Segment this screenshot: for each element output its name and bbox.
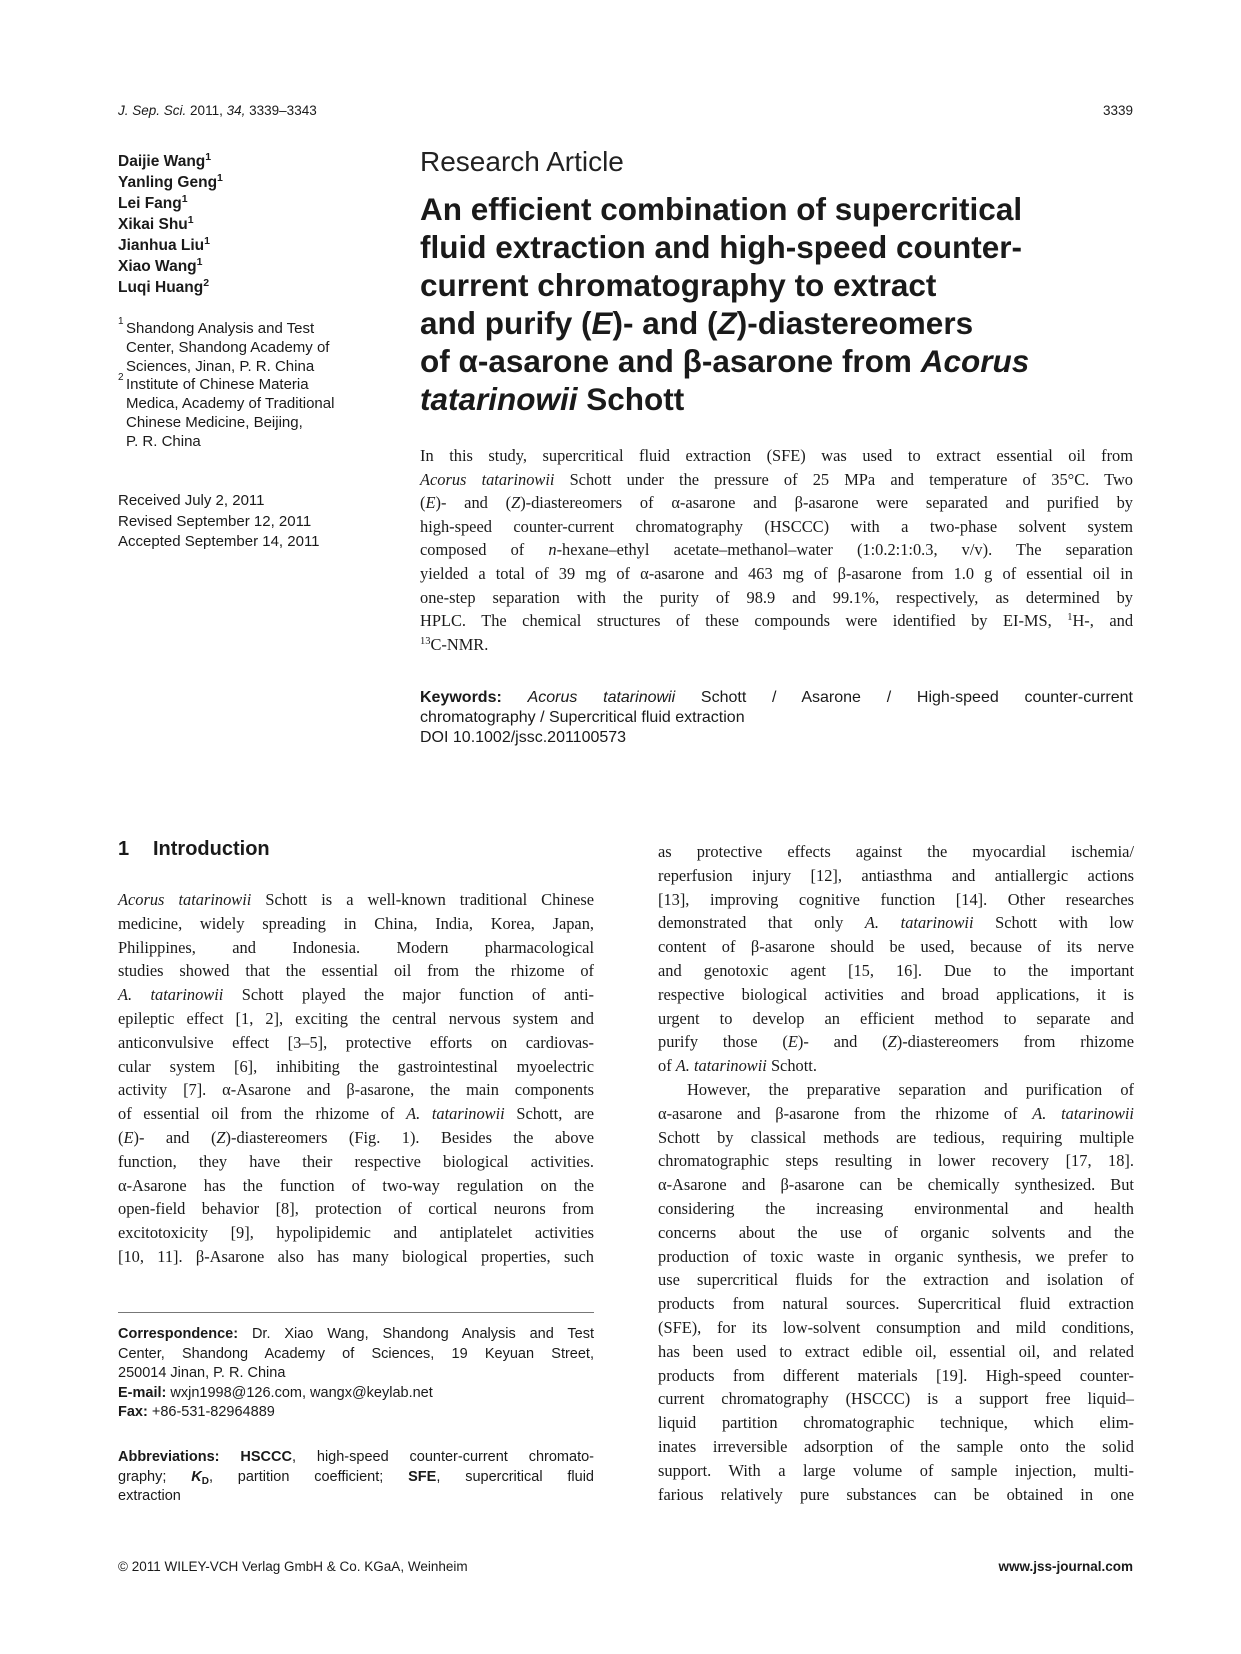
- body-text: function, they have their respective biological activities.: [118, 1151, 594, 1171]
- journal-citation: [118, 103, 317, 118]
- title-italic: E: [591, 305, 613, 341]
- abstract-text: H-, and: [1072, 611, 1134, 631]
- body-text: purify those (: [658, 1032, 788, 1052]
- body-line: [658, 1030, 1134, 1054]
- body-text: chromatographic steps resulting in lower recovery [17, 18].: [658, 1151, 1134, 1171]
- body-line: [658, 840, 1134, 864]
- body-text: current chromatography (HSCCC) is a support free liquid–: [658, 1389, 1134, 1409]
- body-text: However, the preparative separation and purification of: [687, 1079, 1134, 1099]
- body-text: products from natural sources. Supercritical fluid extraction: [658, 1294, 1134, 1314]
- keywords-label: Keywords:: [420, 689, 502, 706]
- title-text: of α-asarone and β-asarone from: [420, 343, 921, 379]
- author-affiliation-mark: 1: [204, 235, 210, 247]
- affiliation-line: P. R. China: [126, 432, 201, 450]
- affiliation: [118, 372, 388, 451]
- body-text: (SFE), for its low-solvent consumption and mild conditions,: [658, 1317, 1134, 1337]
- body-italic: A. tatarinowii: [118, 985, 224, 1005]
- keyword-text: Schott / Asarone / High-speed counter-current: [675, 689, 1133, 706]
- body-text: )- and (: [797, 1032, 888, 1052]
- body-text: medicine, widely spreading in China, India, Korea, Japan,: [118, 913, 594, 933]
- body-italic: Z: [887, 1032, 897, 1052]
- body-line: [658, 1102, 1134, 1126]
- author: [118, 277, 368, 298]
- body-line: [658, 888, 1134, 912]
- journal-volume: 34,: [226, 103, 246, 118]
- body-text: α-Asarone has the function of two-way regulation on the: [118, 1175, 594, 1195]
- revised-date: Revised September 12, 2011: [118, 512, 312, 530]
- title-text: and purify (: [420, 305, 592, 341]
- body-italic: A. tatarinowii: [864, 913, 974, 933]
- abstract-line: [420, 468, 1133, 492]
- body-text: anticonvulsive effect [3–5], protective efforts on cardiovas-: [118, 1032, 594, 1052]
- title-text: )-diastereomers: [736, 305, 974, 341]
- author-affiliation-mark: 1: [217, 172, 223, 184]
- email-label: E-mail:: [118, 1384, 167, 1401]
- body-line: [118, 1150, 594, 1174]
- abstract-text: )- and (: [435, 493, 512, 513]
- affiliation-line: Sciences, Jinan, P. R. China: [126, 357, 315, 375]
- section-heading: [118, 838, 270, 861]
- abstract-line: [420, 633, 1133, 657]
- journal-name: J. Sep. Sci.: [118, 103, 187, 118]
- author-name: Xikai Shu: [118, 216, 188, 233]
- body-text: Schott by classical methods are tedious, requiring multiple: [658, 1127, 1134, 1147]
- correspondence-label: Correspondence:: [118, 1326, 239, 1342]
- title-italic: tatarinowii: [420, 381, 578, 417]
- running-head: [118, 103, 1133, 123]
- journal-pages: 3339–3343: [249, 103, 317, 118]
- correspondence-text: Dr. Xiao Wang, Shandong Analysis and Test: [238, 1326, 594, 1342]
- abbreviations: [118, 1448, 594, 1507]
- body-line: [118, 983, 594, 1007]
- abstract-italic: E: [425, 493, 436, 513]
- body-line: [118, 888, 594, 912]
- email-address: wxjn1998@126.com, wangx@keylab.net: [166, 1384, 433, 1401]
- author-affiliation-mark: 1: [196, 256, 203, 268]
- body-line: [658, 1268, 1134, 1292]
- abbreviation-subscript: D: [201, 1475, 209, 1487]
- body-line: [658, 1364, 1134, 1388]
- body-text: products from different materials [19]. High-speed counter-: [658, 1365, 1134, 1385]
- body-line: [658, 935, 1134, 959]
- title-text: )- and (: [612, 305, 718, 341]
- abstract-line: one-step separation with the purity of 98.9 and 99.1%, respectively, as determined by: [420, 587, 1133, 607]
- body-line: [658, 1483, 1134, 1507]
- abstract-text: -hexane–ethyl acetate–methanol–water (1:0.2:1:0.3, v/v). The separation: [556, 540, 1134, 560]
- title-line: An efficient combination of supercritical: [420, 191, 1023, 227]
- abbreviations-line: [118, 1448, 594, 1468]
- abstract-line: [420, 609, 1133, 633]
- author-list: [118, 151, 368, 298]
- body-text: (: [118, 1127, 124, 1147]
- body-text: inates irreversible adsorption of the sample onto the solid: [658, 1436, 1134, 1456]
- body-column-right: [658, 840, 1134, 1506]
- affiliation-line: Shandong Analysis and Test: [126, 320, 315, 337]
- body-text: liquid partition chromatographic technique, which elim-: [658, 1413, 1134, 1433]
- abbreviations-line: extraction: [118, 1488, 181, 1504]
- body-text: farious relatively pure substances can be obtained in one: [658, 1484, 1134, 1504]
- body-text: use supercritical fluids for the extraction and isolation of: [658, 1270, 1134, 1290]
- author-name: Yanling Geng: [118, 174, 218, 191]
- body-line: [658, 1126, 1134, 1150]
- body-line: [118, 1245, 594, 1269]
- body-text: support. With a large volume of sample injection, multi-: [658, 1460, 1134, 1480]
- body-text: as protective effects against the myocardial ischemia/: [658, 842, 1134, 861]
- body-line: [658, 1316, 1134, 1340]
- author: [118, 256, 368, 277]
- body-text: respective biological activities and broad applications, it is: [658, 984, 1134, 1004]
- title-italic: Acorus: [920, 343, 1030, 379]
- body-line: [658, 1245, 1134, 1269]
- abstract-text: composed of: [420, 540, 549, 560]
- correspondence: [118, 1325, 594, 1423]
- journal-year: 2011,: [190, 103, 223, 118]
- body-text: Schott.: [766, 1056, 817, 1076]
- body-line: [658, 1007, 1134, 1031]
- body-text: Schott, are: [504, 1104, 594, 1124]
- body-line: [118, 1007, 594, 1031]
- body-text: α-Asarone and β-asarone can be chemically synthesized. But: [658, 1175, 1134, 1195]
- body-text: )- and (: [133, 1127, 217, 1147]
- affiliation-number: 2: [118, 372, 124, 384]
- body-line: [118, 1126, 594, 1150]
- abbreviation-term: SFE: [408, 1468, 437, 1485]
- body-line: [118, 1078, 594, 1102]
- body-text: open-field behavior [8], protection of cortical neurons from: [118, 1199, 594, 1219]
- title-text: Schott: [577, 381, 685, 417]
- affiliation-line: Center, Shandong Academy of: [126, 338, 330, 356]
- body-line: [118, 912, 594, 936]
- body-line: [658, 1435, 1134, 1459]
- body-italic: Z: [216, 1127, 226, 1147]
- body-italic: A. tatarinowii: [406, 1104, 505, 1124]
- page-number: 3339: [1102, 103, 1133, 118]
- title-line: fluid extraction and high-speed counter-: [420, 229, 1023, 265]
- keyword-italic: Acorus tatarinowii: [527, 689, 676, 706]
- body-text: α-asarone and β-asarone from the rhizome of: [658, 1103, 1033, 1123]
- abstract-line: In this study, supercritical fluid extraction (SFE) was used to extract essential oil from: [420, 446, 1133, 465]
- abstract-line: high-speed counter-current chromatography (HSCCC) with a two-phase solvent system: [420, 516, 1133, 536]
- body-text: activity [7]. α-Asarone and β-asarone, the main components: [118, 1080, 594, 1100]
- body-line: [658, 1411, 1134, 1435]
- abstract-text: (: [420, 493, 426, 513]
- page-footer: [118, 1559, 1133, 1579]
- body-text: Schott with low: [973, 913, 1135, 933]
- body-text: production of toxic waste in organic synthesis, we prefer to: [658, 1246, 1134, 1266]
- abstract-superscript: 13: [420, 635, 431, 647]
- author-affiliation-mark: 1: [187, 214, 194, 226]
- abbreviations-line: [118, 1468, 594, 1488]
- correspondence-line: 250014 Jinan, P. R. China: [118, 1365, 286, 1381]
- footnote-divider: [118, 1312, 594, 1313]
- body-line: [658, 1340, 1134, 1364]
- body-line: [658, 1459, 1134, 1483]
- body-text: cular system [6], inhibiting the gastrointestinal myoelectric: [118, 1056, 594, 1076]
- author: [118, 172, 368, 193]
- abstract-text: Schott under the pressure of 25 MPa and temperature of 35°C. Two: [554, 469, 1133, 489]
- abstract-text: HPLC. The chemical structures of these compounds were identified by EI-MS,: [420, 611, 1068, 631]
- body-text: and genotoxic agent [15, 16]. Due to the important: [658, 960, 1134, 980]
- body-text: content of β-asarone should be used, because of its nerve: [658, 937, 1134, 957]
- body-text: excitotoxicity [9], hypolipidemic and antiplatelet activities: [118, 1223, 594, 1243]
- abstract: [420, 444, 1133, 656]
- body-line: [658, 1387, 1134, 1411]
- body-text: Philippines, and Indonesia. Modern pharmacological: [118, 937, 594, 957]
- body-line: [118, 1102, 594, 1126]
- abbreviation-definition: , partition coefficient;: [208, 1468, 384, 1485]
- author-name: Xiao Wang: [118, 258, 197, 275]
- abbreviation-definition: , supercritical fluid: [436, 1468, 594, 1485]
- correspondence-line: [118, 1325, 594, 1345]
- correspondence-fax: [118, 1403, 594, 1423]
- abstract-text: C-NMR.: [430, 634, 489, 654]
- author-name: Jianhua Liu: [118, 237, 205, 254]
- body-line: [118, 1031, 594, 1055]
- body-line: [658, 959, 1134, 983]
- body-text: )-diastereomers from rhizome: [896, 1032, 1134, 1052]
- author: [118, 193, 368, 214]
- body-text: of essential oil from the rhizome of: [118, 1104, 407, 1124]
- body-line: [118, 936, 594, 960]
- doi: DOI 10.1002/jssc.201100573: [420, 729, 627, 746]
- section-number: 1: [118, 838, 130, 860]
- abstract-italic: Acorus tatarinowii: [420, 469, 555, 489]
- title-line: [420, 304, 1140, 342]
- title-line: [420, 380, 1140, 418]
- body-text: )-diastereomers (Fig. 1). Besides the above: [225, 1127, 594, 1147]
- body-italic: A. tatarinowii: [1032, 1103, 1134, 1123]
- body-text: of: [658, 1056, 676, 1076]
- keywords-line: chromatography / Supercritical fluid extraction: [420, 709, 745, 726]
- affiliation-line: Chinese Medicine, Beijing,: [126, 413, 303, 431]
- abstract-text: )-diastereomers of α-asarone and β-asarone were separated and purified by: [520, 493, 1133, 513]
- fax-label: Fax:: [118, 1404, 148, 1420]
- section-title: Introduction: [153, 838, 270, 860]
- abstract-italic: Z: [511, 493, 521, 513]
- body-italic: A. tatarinowii: [675, 1056, 767, 1076]
- keywords-line: [420, 688, 1133, 708]
- body-text: [10, 11]. β-Asarone also has many biological properties, such: [118, 1246, 594, 1266]
- article-title: [420, 190, 1140, 418]
- body-line: [118, 1055, 594, 1079]
- body-line: [658, 1197, 1134, 1221]
- body-text: [13], improving cognitive function [14]. Other researches: [658, 889, 1134, 909]
- author-name: Daijie Wang: [118, 153, 206, 170]
- body-text: reperfusion injury [12], antiasthma and antiallergic actions: [658, 865, 1134, 885]
- fax-number: +86-531-82964889: [147, 1404, 275, 1420]
- affiliation-line: Institute of Chinese Materia: [126, 376, 309, 394]
- author-affiliation-mark: 1: [181, 193, 188, 205]
- copyright: © 2011 WILEY-VCH Verlag GmbH & Co. KGaA, Weinheim: [118, 1559, 468, 1574]
- body-line: [658, 1078, 1134, 1102]
- author-affiliation-mark: 2: [203, 277, 210, 289]
- accepted-date: Accepted September 14, 2011: [118, 533, 320, 550]
- body-text: concerns about the use of organic solvents and the: [658, 1222, 1134, 1242]
- body-text: Schott is a well-known traditional Chinese: [251, 890, 594, 909]
- abstract-superscript: 1: [1067, 612, 1073, 624]
- abbreviation-term: HSCCC: [240, 1449, 292, 1465]
- abstract-line: [420, 491, 1133, 515]
- body-text: studies showed that the essential oil from the rhizome of: [118, 961, 594, 981]
- title-line: current chromatography to extract: [420, 267, 937, 303]
- title-italic: Z: [717, 305, 737, 341]
- affiliation: [118, 316, 388, 376]
- body-text: demonstrated that only: [658, 913, 865, 933]
- author-affiliation-mark: 1: [205, 151, 212, 163]
- abbreviation-definition: , high-speed counter-current chromato-: [291, 1449, 594, 1465]
- affiliation-number: 1: [118, 316, 124, 327]
- journal-website-link[interactable]: www.jss-journal.com: [998, 1559, 1133, 1574]
- body-line: [658, 1173, 1134, 1197]
- affiliation-list: [118, 316, 388, 452]
- body-text: Schott played the major function of anti-: [223, 985, 594, 1005]
- author-name: Luqi Huang: [118, 279, 204, 296]
- abbreviation-term: K: [191, 1468, 202, 1485]
- abstract-line: yielded a total of 39 mg of α-asarone and 463 mg of β-asarone from 1.0 g of essential oil in: [420, 563, 1133, 583]
- body-line: [658, 983, 1134, 1007]
- author: [118, 214, 368, 235]
- author: [118, 235, 368, 256]
- affiliation-line: Medica, Academy of Traditional: [126, 395, 335, 413]
- body-line: [118, 1197, 594, 1221]
- body-line: [658, 1054, 1134, 1078]
- correspondence-line: Center, Shandong Academy of Sciences, 19 Keyuan Street,: [118, 1345, 594, 1362]
- body-line: [658, 1221, 1134, 1245]
- body-column-left: [118, 888, 594, 1269]
- title-line: [420, 342, 1140, 380]
- body-line: [118, 959, 594, 983]
- body-line: [118, 1174, 594, 1198]
- body-line: [658, 864, 1134, 888]
- keywords: [420, 688, 1133, 748]
- abstract-line: [420, 538, 1133, 562]
- article-type: Research Article: [420, 146, 624, 177]
- body-line: [658, 911, 1134, 935]
- abbreviation-definition: graphy;: [118, 1468, 167, 1485]
- body-text: has been used to extract edible oil, essential oil, and related: [658, 1341, 1134, 1361]
- received-date: Received July 2, 2011: [118, 492, 265, 509]
- body-italic: Acorus tatarinowii: [118, 890, 252, 909]
- body-italic: E: [123, 1127, 134, 1147]
- body-text: urgent to develop an efficient method to separate and: [658, 1008, 1134, 1028]
- author-name: Lei Fang: [118, 195, 182, 212]
- body-line: [658, 1292, 1134, 1316]
- body-text: epileptic effect [1, 2], exciting the central nervous system and: [118, 1008, 594, 1028]
- body-text: considering the increasing environmental and health: [658, 1198, 1134, 1218]
- body-italic: E: [787, 1032, 798, 1052]
- author: [118, 151, 368, 172]
- body-line: [118, 1221, 594, 1245]
- article-dates: [118, 491, 388, 553]
- abbreviations-label: Abbreviations:: [118, 1449, 220, 1465]
- abstract-italic: n: [548, 540, 557, 560]
- body-line: [658, 1149, 1134, 1173]
- correspondence-email: [118, 1384, 594, 1404]
